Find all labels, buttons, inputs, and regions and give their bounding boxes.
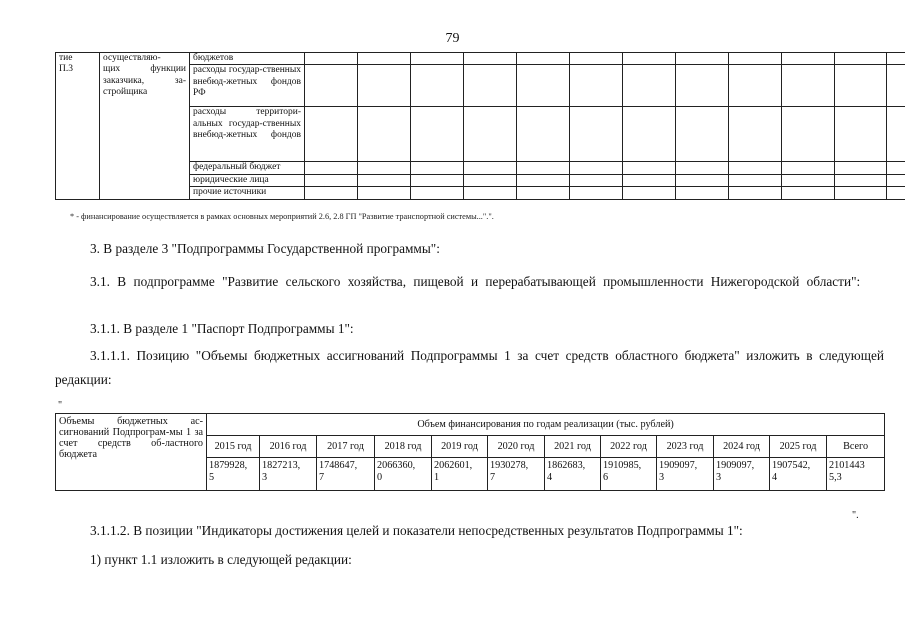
footnote: * - финансирование осуществляется в рамках основных мероприятий 2.6, 2.8 ГП "Развитие транспортной системы...".". xyxy=(70,212,494,221)
value-line: 0 xyxy=(377,471,383,483)
value-line: 3 xyxy=(659,471,665,483)
value-line: 1862683, xyxy=(547,460,586,471)
value-line: 5,3 xyxy=(829,471,842,483)
year-value xyxy=(317,458,375,491)
source-cell: юридические лица xyxy=(190,174,305,186)
value-line: 1909097, xyxy=(659,460,698,471)
value-line: 1930278, xyxy=(490,460,529,471)
year-header: 2015 год xyxy=(207,436,260,458)
year-header: Всего xyxy=(827,436,885,458)
value-line: 3 xyxy=(716,471,722,483)
budget-header: Объем финансирования по годам реализации (тыс. рублей) xyxy=(207,414,885,436)
year-value xyxy=(545,458,601,491)
budget-label: Объемы бюджетных ас-сигнований Подпрограм-мы 1 за счет средств об-ластного бюджета xyxy=(56,414,207,491)
year-header: 2016 год xyxy=(260,436,317,458)
value-line: 2062601, xyxy=(434,460,473,471)
paragraph: 3.1.1.1. Позицию "Объемы бюджетных ассигнований Подпрограммы 1 за счет средств областного бюджета" изложить в следующей редакции: xyxy=(55,348,884,387)
row-label-cell xyxy=(56,53,100,200)
paragraph: 1) пункт 1.1 изложить в следующей редакции: xyxy=(90,552,352,567)
year-value xyxy=(601,458,657,491)
year-header: 2024 год xyxy=(714,436,770,458)
year-value xyxy=(714,458,770,491)
year-value xyxy=(488,458,545,491)
executor-line: щих функции xyxy=(103,64,186,75)
year-header: 2021 год xyxy=(545,436,601,458)
value-line: 4 xyxy=(547,471,553,483)
year-header: 2019 год xyxy=(432,436,488,458)
year-value xyxy=(207,458,260,491)
source-cell: прочие источники xyxy=(190,187,305,199)
year-header: 2020 год xyxy=(488,436,545,458)
executor-line: стройщика xyxy=(103,87,148,98)
budget-table xyxy=(55,413,885,491)
value-line: 7 xyxy=(319,471,325,483)
source-cell: бюджетов xyxy=(190,53,305,65)
source-cell: федеральный бюджет xyxy=(190,162,305,174)
year-value xyxy=(375,458,432,491)
executor-cell xyxy=(100,53,190,200)
value-line: 2101443 xyxy=(829,460,865,471)
year-value xyxy=(260,458,317,491)
executor-line: осуществляю- xyxy=(103,53,161,63)
year-value xyxy=(770,458,827,491)
executor-line: заказчика, за- xyxy=(103,75,186,86)
year-header: 2025 год xyxy=(770,436,827,458)
year-value xyxy=(432,458,488,491)
value-line: 4 xyxy=(772,471,778,483)
value-line: 2066360, xyxy=(377,460,416,471)
closing-quote: ". xyxy=(852,510,859,521)
value-line: 1910985, xyxy=(603,460,642,471)
value-line: 3 xyxy=(262,471,268,483)
source-cell: расходы территори-альных государ-ственных внебюд-жетных фондов xyxy=(190,107,305,162)
continuation-table xyxy=(55,52,905,200)
value-line: 1748647, xyxy=(319,460,358,471)
value-line: 7 xyxy=(490,471,496,483)
year-header: 2023 год xyxy=(657,436,714,458)
opening-quote: " xyxy=(58,400,63,411)
paragraph: 3.1. В подпрограмме "Развитие сельского хозяйства, пищевой и перерабатывающей промышленности Нижегородской области": xyxy=(90,274,861,289)
year-value xyxy=(657,458,714,491)
year-header: 2018 год xyxy=(375,436,432,458)
paragraph: 3.1.1. В разделе 1 "Паспорт Подпрограммы 1": xyxy=(90,321,354,336)
source-cell: расходы государ-ственных внебюд-жетных фондов РФ xyxy=(190,65,305,107)
year-header: 2022 год xyxy=(601,436,657,458)
paragraph: 3. В разделе 3 "Подпрограммы Государственной программы": xyxy=(90,241,440,256)
year-value xyxy=(827,458,885,491)
value-line: 1909097, xyxy=(716,460,755,471)
row-label-line: П.3 xyxy=(59,64,73,75)
value-line: 5 xyxy=(209,471,215,483)
value-line: 6 xyxy=(603,471,609,483)
value-line: 1907542, xyxy=(772,460,811,471)
year-header: 2017 год xyxy=(317,436,375,458)
row-label-line: тие xyxy=(59,53,73,63)
page-number: 79 xyxy=(445,31,460,46)
paragraph: 3.1.1.2. В позиции "Индикаторы достижения целей и показатели непосредственных результатов Подпрограммы 1": xyxy=(90,523,743,538)
value-line: 1879928, xyxy=(209,460,248,471)
value-line: 1827213, xyxy=(262,460,301,471)
value-line: 1 xyxy=(434,471,440,483)
